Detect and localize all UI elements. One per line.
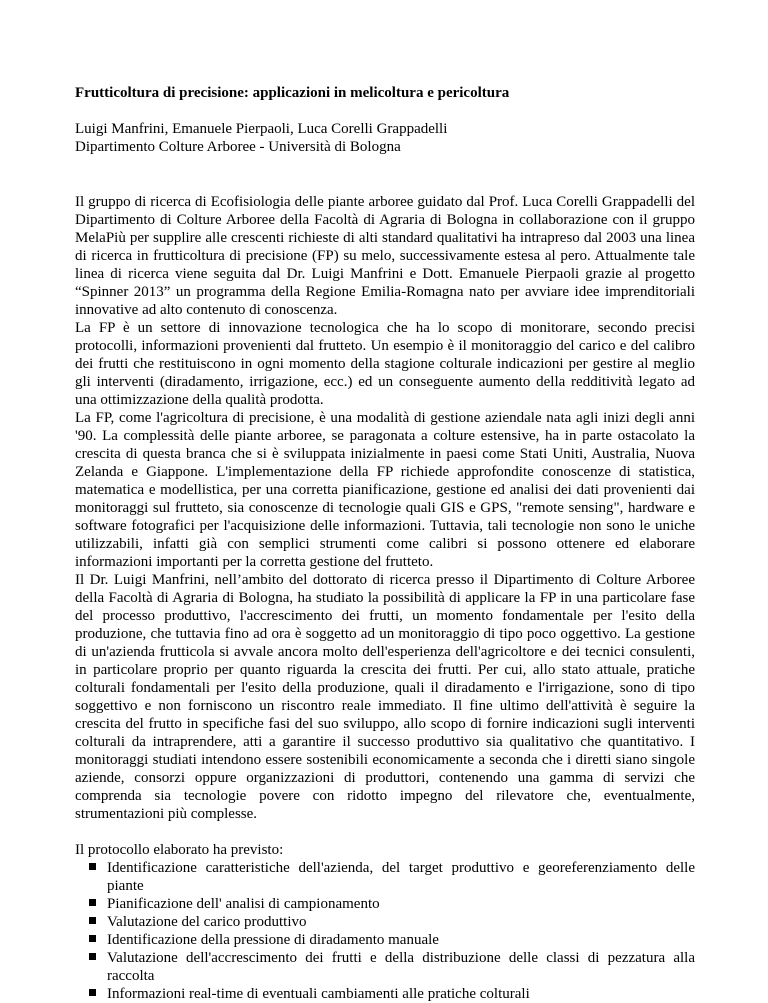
protocol-intro: Il protocollo elaborato ha previsto: [75,842,284,858]
author-block [75,120,695,156]
document-title: Frutticoltura di precisione: applicazioni in melicoltura e pericoltura [75,85,510,101]
square-bullet-icon [89,863,96,870]
author-affiliation: Dipartimento Colture Arboree - Università di Bologna [75,139,401,155]
list-item-text: Informazioni real-time di eventuali cambiamenti alle pratiche colturali [107,986,530,1002]
square-bullet-icon [89,899,96,906]
list-item-text: Identificazione della pressione di diradamento manuale [107,932,439,948]
list-item [75,859,695,895]
paragraph: Il gruppo di ricerca di Ecofisiologia delle piante arboree guidato dal Prof. Luca Corelli Grappadelli del Dipartimento di Colture Arboree della Facoltà di Agraria di Bologna in collaborazione con il gruppo MelaPiù per supplire alle crescenti richieste di alti standard qualitativi ha intrapreso dal 2003 una linea di ricerca in frutticoltura di precisione (FP) su melo, successivamente estesa al pero. Attualmente tale linea di ricerca viene seguita dal Dr. Luigi Manfrini e Dott. Emanuele Pierpaoli grazie al progetto “Spinner 2013” un programma della Regione Emilia-Romagna nato per avviare idee imprenditoriali innovative ad alto contenuto di conoscenza. [75,194,695,318]
list-item-text: Pianificazione dell' analisi di campionamento [107,896,380,912]
paragraph: La FP, come l'agricoltura di precisione, è una modalità di gestione aziendale nata agli inizi degli anni '90. La complessità delle piante arboree, se paragonata a colture estensive, ha in parte ostacolato la crescita di questa branca che si è sviluppata inizialmente in paesi come Stati Uniti, Australia, Nuova Zelanda e Giappone. L'implementazione della FP richiede approfondite conoscenze di statistica, matematica e modellistica, per una corretta pianificazione, gestione ed analisi dei dati provenienti dai monitoraggi sul frutteto, sia conoscenze di tecnologie quali GIS e GPS, "remote sensing", hardware e software fotografici per l'acquisizione delle informazioni. Tuttavia, tali tecnologie non sono le uniche utilizzabili, infatti già con semplici strumenti come calibri si possono ottenere ed elaborare informazioni importanti per la corretta gestione del frutteto. [75,410,695,570]
body-text [75,193,695,823]
list-item-text: Valutazione del carico produttivo [107,914,307,930]
list-item [75,931,695,949]
author-names: Luigi Manfrini, Emanuele Pierpaoli, Luca Corelli Grappadelli [75,121,448,137]
list-item-text: Valutazione dell'accrescimento dei frutti e della distribuzione delle classi di pezzatura alla raccolta [107,950,695,984]
square-bullet-icon [89,989,96,996]
square-bullet-icon [89,917,96,924]
list-item [75,985,695,1003]
list-item [75,913,695,931]
list-item [75,949,695,985]
protocol-list [75,859,695,1003]
paragraph: Il Dr. Luigi Manfrini, nell’ambito del dottorato di ricerca presso il Dipartimento di Colture Arboree della Facoltà di Agraria di Bologna, ha studiato la possibilità di applicare la FP in una particolare fase del processo produttivo, l'accrescimento dei frutti, un momento fondamentale per l'esito della produzione, che tuttavia fino ad ora è soggetto ad un monitoraggio di tipo poco oggettivo. La gestione di un'azienda frutticola si avvale ancora molto dell'esperienza dell'agricoltore e dei tecnici consulenti, in particolare proprio per quanto riguarda la crescita dei frutti. Per cui, allo stato attuale, pratiche colturali fondamentali per l'esito della produzione, quali il diradamento e l'irrigazione, sono di tipo soggettivo e non forniscono un riscontro reale immediato. Il fine ultimo dell'attività è seguire la crescita del frutto in specifiche fasi del suo sviluppo, allo scopo di fornire indicazioni sugli interventi colturali da intraprendere, atti a garantire il successo produttivo sia qualitativo che quantitativo. I monitoraggi studiati intendono essere sostenibili economicamente a seconda che i diretti siano singole aziende, consorzi oppure organizzazioni di produttori, contenendo una gamma di servizi che comprenda sia tecnologie povere con ridotto impegno del rilevatore che, eventualmente, strumentazioni più complesse. [75,572,695,822]
square-bullet-icon [89,935,96,942]
list-item [75,895,695,913]
list-item-text: Identificazione caratteristiche dell'azienda, del target produttivo e georeferenziamento delle piante [107,860,695,894]
paragraph: La FP è un settore di innovazione tecnologica che ha lo scopo di monitorare, secondo precisi protocolli, informazioni provenienti dal frutteto. Un esempio è il monitoraggio del carico e del calibro dei frutti che restituiscono in ogni momento della stagione colturale indicazioni per gestire al meglio gli interventi (diradamento, irrigazione, ecc.) ed un conseguente aumento della redditività legato ad una ottimizzazione della qualità prodotta. [75,320,695,408]
square-bullet-icon [89,953,96,960]
